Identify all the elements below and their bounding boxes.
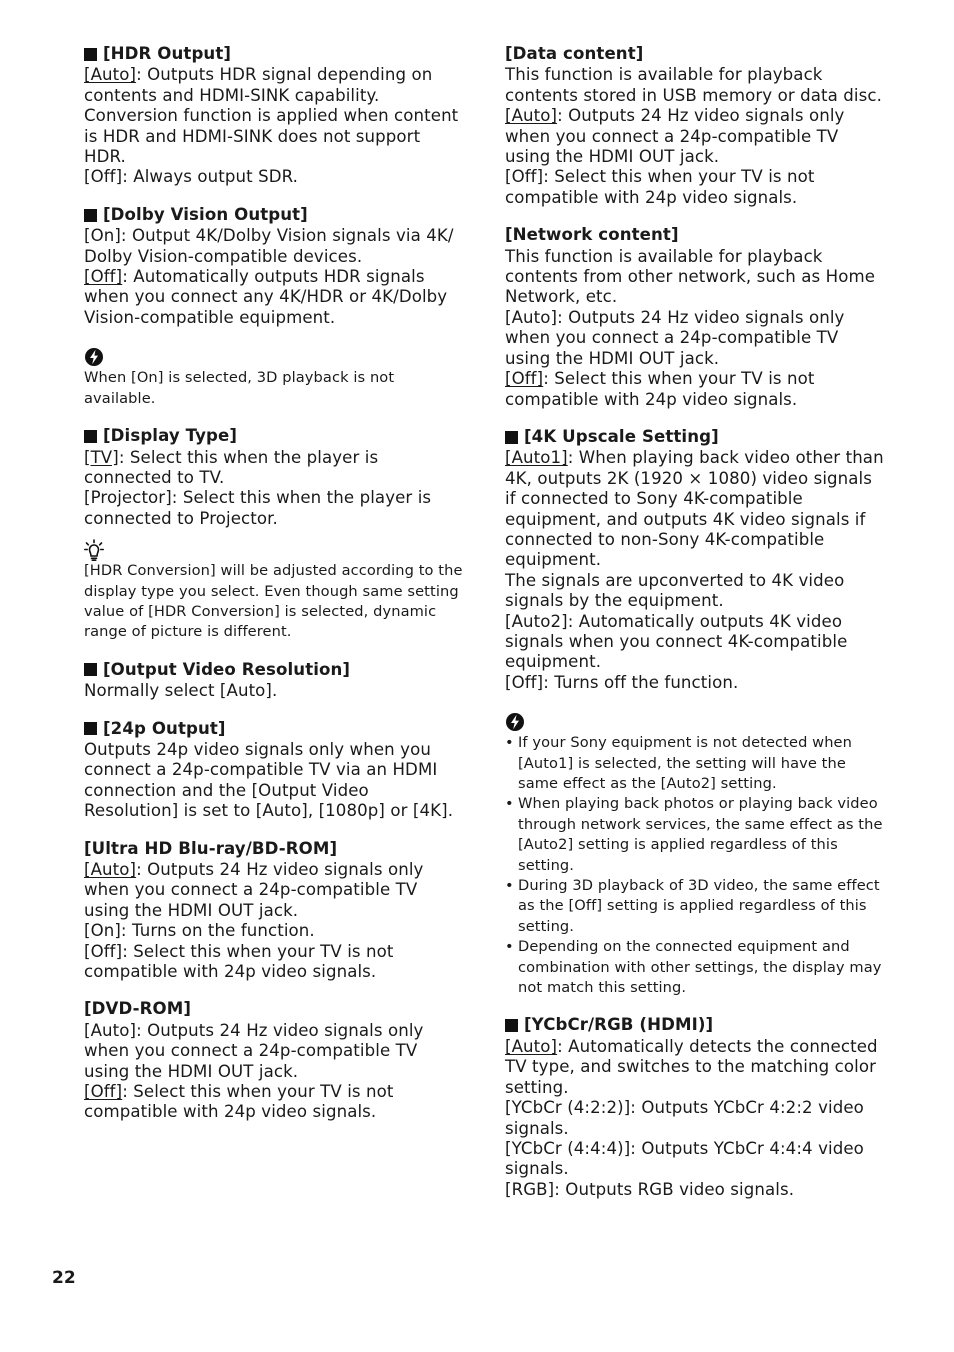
option-auto2: [Auto2]: Automatically outputs 4K video signals when you connect 4K-compatible equipment. bbox=[505, 611, 848, 672]
note-icon bbox=[505, 711, 525, 733]
option-auto1-extra: The signals are upconverted to 4K video signals by the equipment. bbox=[505, 570, 845, 611]
section-intro: This function is available for playback contents from other network, such as Home Network, etc. bbox=[505, 246, 876, 307]
option-auto: [Auto]: Outputs 24 Hz video signals only when you connect a 24p-compatible TV using the HDMI OUT jack. bbox=[505, 106, 845, 167]
option-projector: [Projector]: Select this when the player is connected to Projector. bbox=[84, 488, 432, 528]
option-on: [On]: Output 4K/Dolby Vision signals via 4K/ Dolby Vision-compatible devices. bbox=[84, 226, 454, 266]
option-off: [Off]: Select this when your TV is not compatible with 24p video signals. bbox=[505, 369, 815, 409]
option-auto: [Auto]: Outputs 24 Hz video signals only when you connect a 24p-compatible TV using the HDMI OUT jack. bbox=[84, 1020, 424, 1081]
hint-text: [HDR Conversion] will be adjusted according to the display type you select. Even though same setting value of [HDR Conversion] is selected, dynamic range of picture is different. bbox=[84, 562, 463, 641]
hdr-output-section bbox=[84, 44, 466, 188]
option-off: [Off]: Always output SDR. bbox=[84, 167, 299, 187]
square-bullet-icon bbox=[505, 431, 518, 444]
option-auto1: [Auto1]: When playing back video other than 4K, outputs 2K (1920 × 1080) video signals if connected to Sony 4K-compatible equipment, and outputs 4K video signals if connected to non-Sony 4K-compatible equipment. bbox=[505, 448, 884, 570]
note-icon bbox=[84, 346, 104, 368]
section-heading: [HDR Output] bbox=[84, 44, 466, 64]
square-bullet-icon bbox=[84, 430, 97, 443]
p24-output-section bbox=[84, 719, 466, 822]
list-item: • When playing back photos or playing back video through network services, the same effect as the [Auto2] setting is applied regardless of this setting. bbox=[505, 794, 885, 876]
note-text: When [On] is selected, 3D playback is not available. bbox=[84, 369, 395, 407]
section-text: Outputs 24p video signals only when you connect a 24p-compatible TV via an HDMI connection and the [Output Video Resolution] is set to [Auto], [1080p] or [4K]. bbox=[84, 739, 454, 821]
option-off: [Off]: Select this when your TV is not compatible with 24p video signals. bbox=[84, 941, 394, 982]
dolby-vision-section bbox=[84, 205, 466, 409]
subsection-heading: [Data content] bbox=[505, 44, 644, 63]
option-off: [Off]: Turns off the function. bbox=[505, 672, 739, 692]
list-item: • If your Sony equipment is not detected when [Auto1] is selected, the setting will have the same effect as the [Auto2] setting. bbox=[505, 733, 885, 794]
option-on: [On]: Turns on the function. bbox=[84, 921, 315, 941]
uhd-bluray-section bbox=[84, 839, 466, 983]
section-heading: [YCbCr/RGB (HDMI)] bbox=[505, 1015, 885, 1035]
option-ycbcr422: [YCbCr (4:2:2)]: Outputs YCbCr 4:2:2 video signals. bbox=[505, 1098, 864, 1138]
upscale-4k-section bbox=[505, 427, 885, 999]
section-heading: [Dolby Vision Output] bbox=[84, 205, 466, 225]
square-bullet-icon bbox=[505, 1019, 518, 1032]
option-off: [Off]: Automatically outputs HDR signals when you connect any 4K/HDR or 4K/Dolby Vision-compatible equipment. bbox=[84, 267, 448, 327]
list-item: • During 3D playback of 3D video, the same effect as the [Off] setting is applied regardless of this setting. bbox=[505, 876, 885, 937]
option-ycbcr444: [YCbCr (4:4:4)]: Outputs YCbCr 4:4:4 video signals. bbox=[505, 1138, 864, 1179]
option-off: [Off]: Select this when your TV is not compatible with 24p video signals. bbox=[505, 167, 815, 207]
right-column bbox=[505, 44, 885, 1217]
subsection-heading: [Network content] bbox=[505, 225, 679, 245]
display-type-section bbox=[84, 426, 466, 643]
square-bullet-icon bbox=[84, 209, 97, 222]
subsection-heading: [DVD-ROM] bbox=[84, 999, 192, 1019]
square-bullet-icon bbox=[84, 722, 97, 735]
network-content-section bbox=[505, 225, 885, 410]
output-resolution-section bbox=[84, 660, 466, 702]
section-intro: This function is available for playback contents stored in USB memory or data disc. bbox=[505, 65, 882, 105]
subsection-heading: [Ultra HD Blu-ray/BD-ROM] bbox=[84, 838, 338, 858]
left-column bbox=[84, 44, 466, 1140]
section-heading: [Output Video Resolution] bbox=[84, 660, 466, 680]
notes-list bbox=[505, 733, 885, 998]
option-off: [Off]: Select this when your TV is not compatible with 24p video signals. bbox=[84, 1082, 394, 1122]
option-auto: [Auto]: Outputs HDR signal depending on contents and HDMI-SINK capability. Conversion function is applied when content is HDR and HDMI-SINK does not support HDR. bbox=[84, 65, 459, 167]
option-auto: [Auto]: Automatically detects the connected TV type, and switches to the matching color setting. bbox=[505, 1036, 878, 1097]
section-text: Normally select [Auto]. bbox=[84, 681, 278, 701]
ycbcr-rgb-section bbox=[505, 1015, 885, 1200]
section-heading: [24p Output] bbox=[84, 719, 466, 739]
page-number: 22 bbox=[52, 1268, 76, 1288]
option-auto: [Auto]: Outputs 24 Hz video signals only when you connect a 24p-compatible TV using the HDMI OUT jack. bbox=[505, 307, 845, 368]
dvd-rom-section bbox=[84, 999, 466, 1122]
section-heading: [Display Type] bbox=[84, 426, 466, 446]
list-item: • Depending on the connected equipment and combination with other settings, the display may not match this setting. bbox=[505, 937, 885, 998]
data-content-section bbox=[505, 44, 885, 208]
section-heading: [4K Upscale Setting] bbox=[505, 427, 885, 447]
square-bullet-icon bbox=[84, 663, 97, 676]
hint-lightbulb-icon bbox=[84, 539, 104, 561]
square-bullet-icon bbox=[84, 48, 97, 61]
option-tv: [TV]: Select this when the player is connected to TV. bbox=[84, 447, 379, 487]
option-auto: [Auto]: Outputs 24 Hz video signals only when you connect a 24p-compatible TV using the HDMI OUT jack. bbox=[84, 860, 424, 920]
option-rgb: [RGB]: Outputs RGB video signals. bbox=[505, 1179, 795, 1199]
